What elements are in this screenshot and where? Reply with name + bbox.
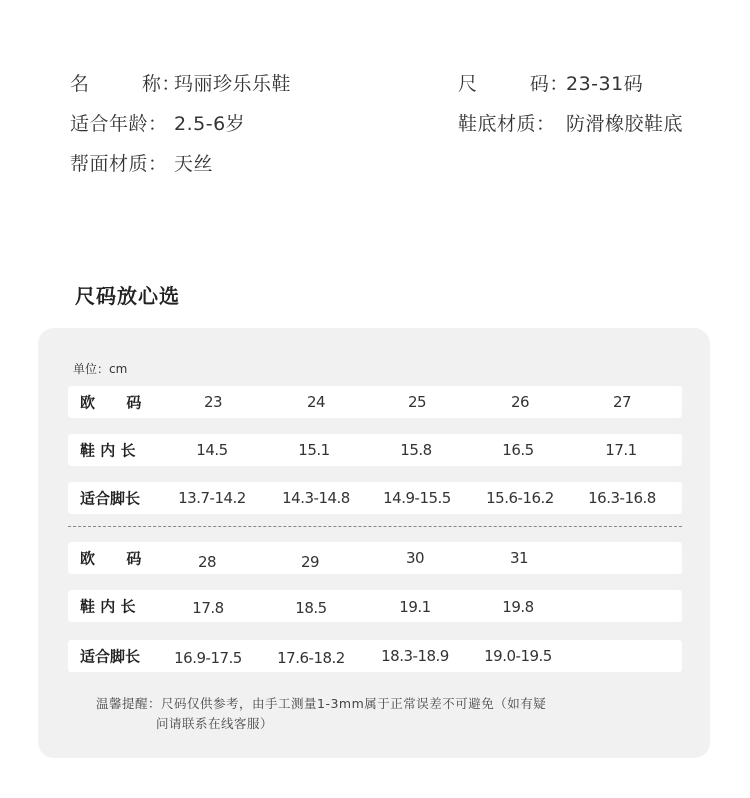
- table-row-eu-2: [68, 542, 682, 574]
- note-line-1: 温馨提醒：尺码仅供参考，由手工测量1-3mm属于正常误差不可避免（如有疑: [96, 696, 547, 711]
- cell-eu: 28: [197, 552, 217, 571]
- spec-upper-label: 帮面材质：: [70, 153, 168, 175]
- note-line-2: 问请联系在线客服）: [156, 716, 274, 731]
- row-label-eu: 欧 码: [80, 393, 142, 412]
- cell-foot: 19.0-19.5: [484, 647, 552, 665]
- cell-eu: 23: [203, 393, 223, 411]
- spec-upper-value: 天丝: [174, 153, 214, 175]
- cell-foot: 18.3-18.9: [381, 647, 449, 665]
- row-label-foot: 适合脚长: [80, 647, 141, 666]
- cell-inner: 19.1: [399, 597, 431, 616]
- cell-eu: 24: [306, 393, 326, 411]
- unit-label: 单位：cm: [73, 362, 128, 376]
- table-divider: [68, 526, 682, 527]
- row-label-foot: 适合脚长: [80, 489, 141, 508]
- row-label-inner: 鞋 内 长: [80, 441, 136, 460]
- table-row-foot-2: [68, 640, 682, 672]
- cell-foot: 15.6-16.2: [486, 489, 554, 507]
- cell-inner: 15.8: [400, 441, 432, 459]
- spec-size-value: 23-31码: [566, 73, 644, 95]
- section-title: 尺码放心选: [75, 284, 180, 308]
- spec-name-label: 名 称：: [70, 73, 181, 95]
- spec-name-value: 玛丽珍乐乐鞋: [174, 73, 292, 95]
- table-row-eu-1: [68, 386, 682, 418]
- cell-foot: 14.3-14.8: [282, 489, 350, 507]
- cell-inner: 19.8: [502, 597, 534, 616]
- spec-size-label: 尺 码：: [458, 73, 569, 95]
- cell-inner: 15.1: [298, 441, 330, 459]
- table-row-inner-1: [68, 434, 682, 466]
- cell-eu: 29: [300, 552, 320, 571]
- cell-inner: 17.1: [605, 441, 637, 459]
- spec-sole-label: 鞋底材质：: [458, 113, 556, 135]
- row-label-eu: 欧 码: [80, 549, 142, 568]
- cell-eu: 31: [509, 549, 529, 567]
- cell-eu: 30: [405, 549, 425, 567]
- spec-sole-value: 防滑橡胶鞋底: [566, 113, 684, 135]
- cell-foot: 14.9-15.5: [383, 489, 451, 507]
- spec-age-label: 适合年龄：: [70, 113, 168, 135]
- cell-foot: 16.3-16.8: [588, 489, 656, 507]
- cell-inner: 14.5: [196, 441, 228, 459]
- cell-eu: 27: [612, 393, 632, 411]
- cell-inner: 16.5: [502, 441, 534, 459]
- cell-foot: 17.6-18.2: [277, 648, 345, 667]
- spec-age-value: 2.5-6岁: [174, 113, 246, 135]
- cell-inner: 17.8: [192, 598, 224, 617]
- table-row-foot-1: [68, 482, 682, 514]
- table-row-inner-2: [68, 590, 682, 622]
- cell-foot: 16.9-17.5: [174, 648, 242, 667]
- row-label-inner: 鞋 内 长: [80, 597, 136, 616]
- cell-eu: 26: [510, 393, 530, 411]
- cell-eu: 25: [407, 393, 427, 411]
- cell-inner: 18.5: [295, 598, 327, 617]
- cell-foot: 13.7-14.2: [178, 489, 246, 507]
